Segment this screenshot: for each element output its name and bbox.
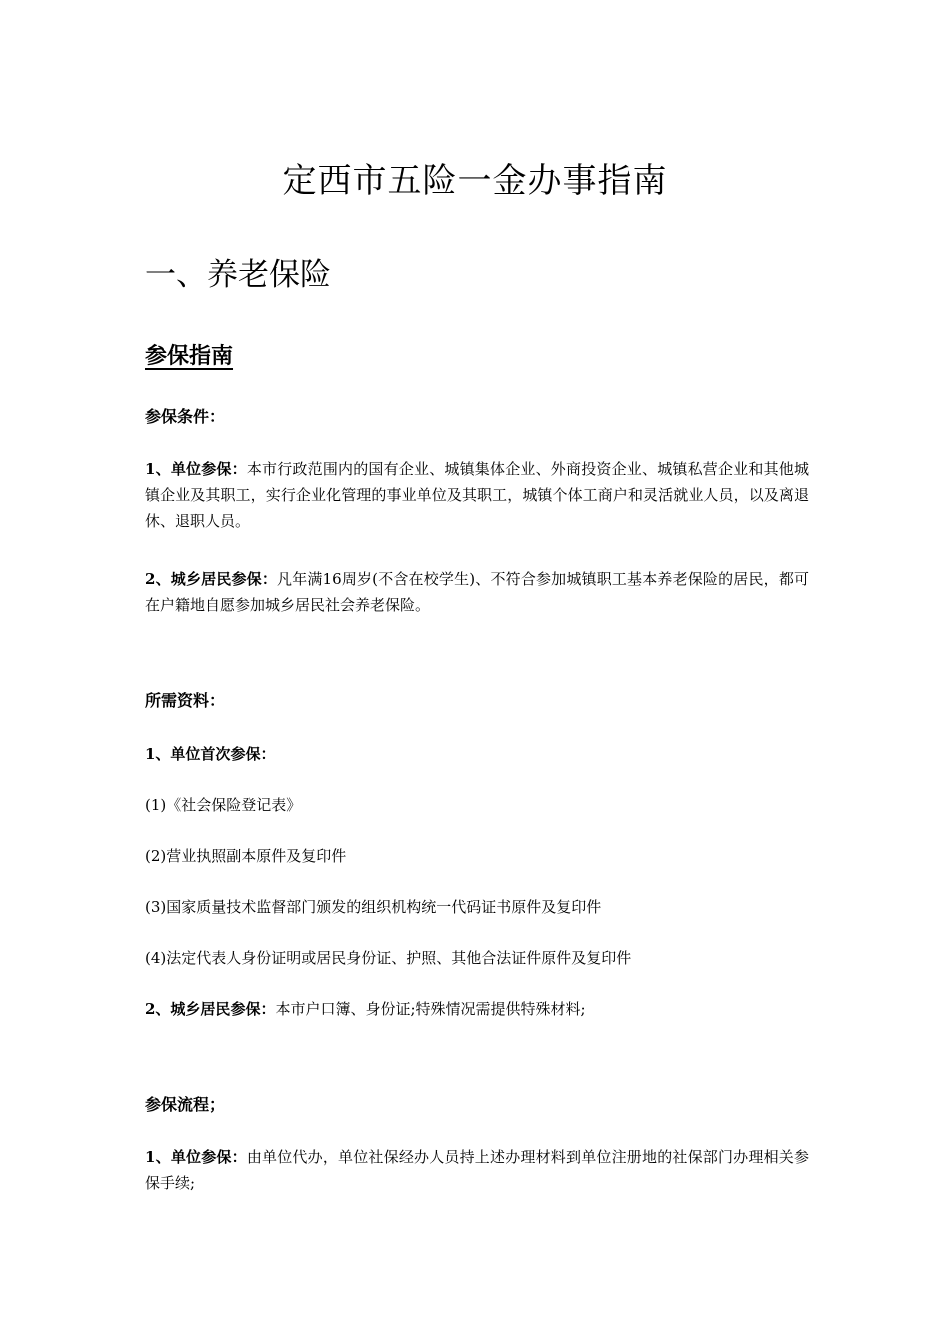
condition-item-resident-text: 凡年满16周岁(不含在校学生)、不符合参加城镇职工基本养老保险的居民，都可在户籍地自愿参加城乡居民社会养老保险。 <box>145 570 809 614</box>
subsection-heading-guide: 参保指南 <box>145 343 234 369</box>
condition-item-resident <box>145 566 809 618</box>
materials-heading: 所需资料： <box>145 691 226 710</box>
document-title: 定西市五险一金办事指南 <box>282 161 668 201</box>
materials-list-item: (3)国家质量技术监督部门颁发的组织机构统一代码证书原件及复印件 <box>145 898 602 916</box>
condition-item-unit-text: 本市行政范围内的国有企业、城镇集体企业、外商投资企业、城镇私营企业和其他城镇企业及其职工，实行企业化管理的事业单位及其职工，城镇个体工商户和灵活就业人员，以及离退休、退职人员。 <box>145 460 809 530</box>
materials-item-resident-text: 本市户口簿、身份证;特殊情况需提供特殊材料; <box>275 1000 586 1018</box>
materials-item-unit-label: 1、单位首次参保： <box>145 745 276 763</box>
section-heading-pension: 一、养老保险 <box>145 257 331 293</box>
condition-item-resident-label: 2、城乡居民参保： <box>145 570 278 588</box>
process-heading: 参保流程； <box>145 1095 226 1114</box>
materials-list-item: (1)《社会保险登记表》 <box>145 796 302 814</box>
process-item-unit <box>145 1144 809 1196</box>
materials-list-item: (4)法定代表人身份证明或居民身份证、护照、其他合法证件原件及复印件 <box>145 949 632 967</box>
materials-list-item: (2)营业执照副本原件及复印件 <box>145 847 347 865</box>
process-item-unit-text: 由单位代办，单位社保经办人员持上述办理材料到单位注册地的社保部门办理相关参保手续; <box>145 1148 809 1192</box>
condition-item-unit <box>145 456 809 534</box>
materials-item-resident <box>145 996 809 1022</box>
conditions-heading: 参保条件： <box>145 407 226 426</box>
condition-item-unit-label: 1、单位参保： <box>145 460 247 478</box>
materials-item-resident-label: 2、城乡居民参保： <box>145 1000 276 1018</box>
process-item-unit-label: 1、单位参保： <box>145 1148 247 1166</box>
